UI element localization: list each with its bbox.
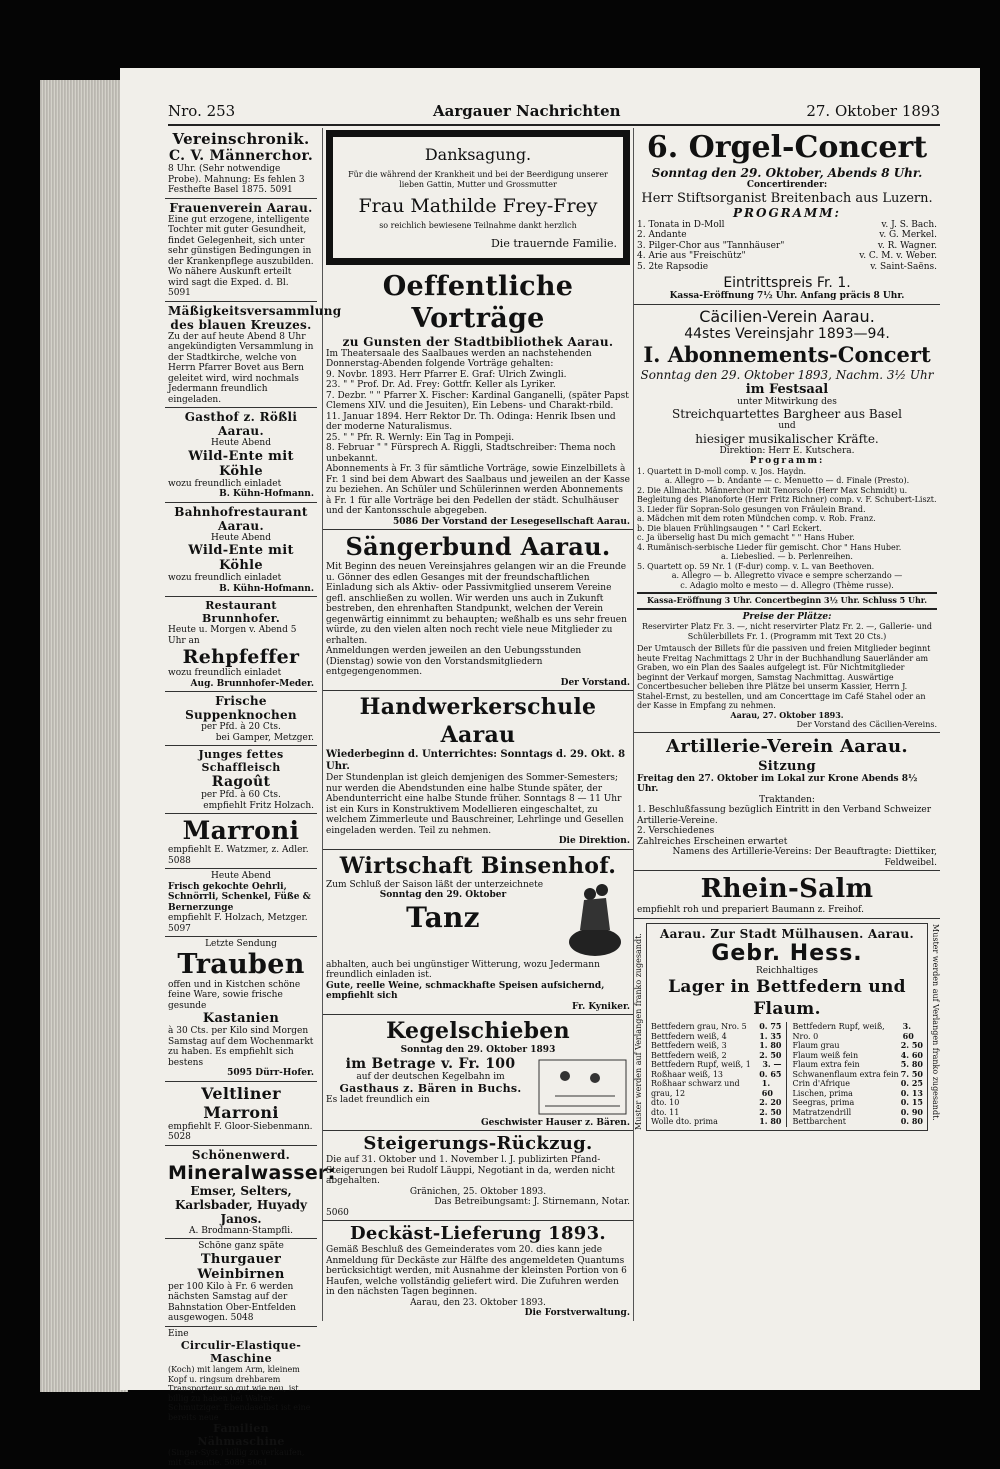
ad-caecilien-verein xyxy=(634,305,940,733)
ad-signature: Die Direktion. xyxy=(326,836,630,847)
ad-orgel-concert xyxy=(634,128,940,305)
ad-veltliner xyxy=(165,1082,317,1146)
ad-headline: Rhein-Salm xyxy=(637,873,937,905)
ad-headline: Rehpfeffer xyxy=(168,646,314,668)
ad-title: Cäcilien-Verein Aarau. xyxy=(637,307,937,326)
price-row: Bettfedern Rupf, weiß, Nro. 0 3. 60 xyxy=(793,1022,924,1041)
price-row: Wolle dto. prima 1. 80 xyxy=(651,1117,782,1127)
left-column xyxy=(165,128,317,1469)
ad-artillerie-verein xyxy=(634,733,940,872)
ad-performer: Herr Stiftsorganist Breitenbach aus Luzern. xyxy=(637,191,937,206)
ad-title: Frische Suppenknochen xyxy=(168,694,314,722)
ad-signature: B. Kühn-Hofmann. xyxy=(168,584,314,595)
lecture-item: 11. Januar 1894. Herr Rektor Dr. Th. Odinga: Henrik Ibsen und der moderne Naturalismus. xyxy=(326,412,630,433)
ad-price: Eintrittspreis Fr. 1. xyxy=(637,275,937,291)
ad-headline: Kegelschieben xyxy=(326,1017,630,1045)
ad-headline: Artillerie-Verein Aarau. xyxy=(637,735,937,759)
ad-subtitle: Heute Abend xyxy=(168,871,314,882)
price-row: dto. 10 2. 20 xyxy=(651,1098,782,1108)
ad-signature: Namens des Artillerie-Vereins: Der Beauftragte: Diettiker, Feldweibel. xyxy=(637,847,937,868)
ad-subtitle: 44stes Vereinsjahr 1893—94. xyxy=(637,326,937,342)
price-row: Roßhaar schwarz und grau, 12 1. 60 xyxy=(651,1079,782,1098)
program-item: 4. Arie aus "Freischütz" v. C. M. v. Weber. xyxy=(637,251,937,262)
ad-headline: Steigerungs-Rückzug. xyxy=(326,1133,630,1155)
price-row: Matratzendrill 0. 90 xyxy=(793,1108,924,1118)
ad-dateline: Aarau, 27. Oktober 1893. xyxy=(637,711,937,721)
ad-signature: Der Vorstand des Cäcilien-Vereins. xyxy=(637,720,937,730)
ad-headline: Handwerkerschule Aarau xyxy=(326,693,630,749)
ad-signature: Das Betreibungsamt: J. Stirnemann, Notar. xyxy=(326,1197,630,1208)
ad-text-3: Der Umtausch der Billets für die passiven und freien Mitglieder beginnt heute Freitag Nachmittags 2 Uhr in der Buchhandlung Sauerländer am Graben, wo ein Plan des Saales aufgelegt ist. Für Nichtmitglieder beginnt der Verkauf morgen, Samstag Nachmittag. Auswärtige Concertbesucher belieben ihre Plätze bei unserm Kassier, Herrn J. Stahel-Ernst, zu bestellen, und am Concerttage im Café Stahel oder an der Kasse in Empfang zu nehmen. xyxy=(637,644,937,711)
price-row: Bettfedern grau, Nro. 5 0. 75 xyxy=(651,1022,782,1032)
ad-text-2: abhalten, auch bei ungünstiger Witterung, wozu Jedermann freundlich einladen ist. xyxy=(326,960,630,981)
price-row: Bettfedern weiß, 4 1. 35 xyxy=(651,1032,782,1042)
ad-signature: 5095 Dürr-Hofer. xyxy=(168,1068,314,1079)
ad-maschine xyxy=(165,1327,317,1469)
ad-place: im Festsaal xyxy=(637,382,937,397)
right-column xyxy=(634,128,940,1131)
price-list-left xyxy=(651,1022,787,1127)
ad-signature: Die trauernde Familie. xyxy=(339,237,617,250)
ad-text-2: so reichlich bewiesene Teilnahme dankt herzlich xyxy=(339,221,617,231)
ad-deckaest xyxy=(323,1221,633,1321)
ad-text: per 100 Kilo à Fr. 6 werden nächsten Samstag auf der Bahnstation Ober-Entfelden ausgewogen. 5048 xyxy=(168,1282,314,1324)
price-row: Flaum grau 2. 50 xyxy=(793,1041,924,1051)
ad-vereinschronik xyxy=(165,128,317,199)
ad-subtitle: Heute Abend xyxy=(168,438,314,449)
ad-signature: empfiehlt E. Watzmer, z. Adler. 5088 xyxy=(168,845,314,866)
lecture-item: 7. Dezbr. " " Pfarrer X. Fischer: Kardinal Ganganelli, (später Papst Clemens XIV. und die Jesuiten), Ein Lebens- und Charakt-rbild. xyxy=(326,391,630,412)
price-row: Bettfedern weiß, 3 1. 80 xyxy=(651,1041,782,1051)
ad-text: wozu freundlich einladet xyxy=(168,668,314,679)
ad-headline: Gebr. Hess. xyxy=(651,941,923,966)
ad-title: Frauenverein Aarau. xyxy=(168,201,314,215)
ad-text: Emser, Selters, Karlsbader, Huyady Janos. xyxy=(168,1184,314,1226)
ad-text: Im Theatersaale des Saalbaues werden an nachstehenden Donnerstag-Abenden folgende Vorträge gehalten: xyxy=(326,349,630,370)
lecture-item: 23. " " Prof. Dr. Ad. Frey: Gottfr. Keller als Lyriker. xyxy=(326,380,630,391)
program-item: a. Allegro — b. Andante — c. Menuetto — d. Finale (Presto). xyxy=(637,476,937,486)
ad-headline: Mineralwasser: xyxy=(168,1162,314,1184)
ad-date: Sonntag den 29. Oktober, Abends 8 Uhr. xyxy=(637,166,937,180)
ad-subtitle: Eine xyxy=(168,1329,314,1340)
ad-brunnhofer xyxy=(165,597,317,692)
vertical-note-left: Muster werden auf Verlangen franko zugesandt. xyxy=(634,924,643,1130)
ad-subtitle: Letzte Sendung xyxy=(168,939,314,950)
ad-signature: Der Vorstand. xyxy=(326,678,630,689)
page-stack-edges xyxy=(40,80,128,1392)
ad-program-label: Programm: xyxy=(637,456,937,467)
ad-signature: Fr. Kyniker. xyxy=(326,1002,630,1013)
agenda-item: Zahlreiches Erscheinen erwartet xyxy=(637,837,937,848)
ad-signature: 5086 Der Vorstand der Lesegesellschaft Aarau. xyxy=(326,517,630,528)
ad-weinbirnen xyxy=(165,1239,317,1327)
ad-headline: Marroni xyxy=(168,816,314,845)
program-item: 3. Lieder für Sopran-Solo gesungen von Fräulein Brand. xyxy=(637,505,937,515)
ad-signature: B. Kühn-Hofmann. xyxy=(168,489,314,500)
ad-text: Mit Beginn des neuen Vereinsjahres gelangen wir an die Freunde u. Gönner des edlen Gesanges mit der freundschaftlichen Einladung sich als Aktiv- oder Passivmitglied unserem Vereine gefl. anschließen zu wollen. Wir werden uns auch in Zukunft bestreben, den ehrenhaften Standpunkt, welchen der Verein gegenwärtig einnimmt zu behaupten; weßhalb es uns sehr freuen würde, zu den vielen alten noch recht viele neue Mitglieder zu erhalten. xyxy=(326,562,630,646)
ad-program-label: PROGRAMM: xyxy=(637,206,937,220)
ad-price: per Pfd. à 60 Cts. xyxy=(168,790,314,801)
program-item: 5. Quartett op. 59 Nr. 1 (F-dur) comp. v. L. van Beethoven. xyxy=(637,562,937,572)
ad-text: unter Mitwirkung des xyxy=(637,397,937,408)
ad-signature: A. Brodmann-Stampfli. xyxy=(168,1226,314,1237)
price-row: Flaum extra fein 5. 80 xyxy=(793,1060,924,1070)
ad-maessigkeit xyxy=(165,302,317,409)
ad-headline-2: Kastanien xyxy=(168,1011,314,1026)
ad-text-2: à 30 Cts. per Kilo sind Morgen Samstag auf dem Wochenmarkt zu haben. Es empfiehlt sich bestens xyxy=(168,1026,314,1068)
ad-place: Gasthaus z. Bären in Buchs. xyxy=(326,1082,535,1095)
ad-headline: Sängerbund Aarau. xyxy=(326,532,630,562)
ad-big-word: Tanz xyxy=(326,901,560,935)
program-item: a. Liebeslied. — b. Perlenreihen. xyxy=(637,552,937,562)
dancing-couple-illustration xyxy=(560,880,630,960)
lecture-item: 25. " " Pfr. R. Wernly: Ein Tag in Pompeji. xyxy=(326,433,630,444)
lecture-item: 9. Novbr. 1893. Herr Pfarrer E. Graf: Ulrich Zwingli. xyxy=(326,370,630,381)
ad-title: Mäßigkeitsversammlung des blauen Kreuzes. xyxy=(168,304,314,332)
price-row: Schwanenflaum extra fein 7. 50 xyxy=(793,1070,924,1080)
ad-danksagung xyxy=(326,130,630,265)
ad-label: Concertirender: xyxy=(637,180,937,191)
agenda-item: 2. Verschiedenes xyxy=(637,826,937,837)
ad-headline-2: im Betrage v. Fr. 100 xyxy=(326,1056,535,1072)
ad-name: Frau Mathilde Frey-Frey xyxy=(339,195,617,217)
ad-suppenknochen xyxy=(165,692,317,746)
ad-title: Danksagung. xyxy=(339,145,617,164)
program-item: a. Allegro — b. Allegretto vivace e sempre scherzando — xyxy=(637,571,937,581)
ad-subtitle: zu Gunsten der Stadtbibliothek Aarau. xyxy=(326,335,630,349)
ad-ensemble-2: hiesiger musikalischer Kräfte. xyxy=(637,432,937,446)
program-item: 1. Tonata in D-Moll v. J. S. Bach. xyxy=(637,220,937,231)
issue-number: Nro. 253 xyxy=(168,102,235,120)
ad-text: Für die während der Krankheit und bei der Beerdigung unserer lieben Gattin, Mutter und Grossmutter xyxy=(339,170,617,189)
ad-headline: Ragoût xyxy=(168,774,314,790)
ad-date: Gränichen, 25. Oktober 1893. xyxy=(326,1187,630,1198)
ad-binsenhof xyxy=(323,850,633,1016)
ad-text: offen und in Kistchen schöne feine Ware, sowie frische gesunde xyxy=(168,980,314,1012)
ad-holzach xyxy=(165,869,317,937)
ad-signature: bei Gamper, Metzger. xyxy=(168,733,314,744)
ad-text: auf der deutschen Kegelbahn im xyxy=(326,1072,535,1083)
ad-text: Die auf 31. Oktober und 1. November l. J. publizirten Pfand-Steigerungen bei Rudolf Läuppi, Negotiant in da, werden nicht abgehalten. xyxy=(326,1155,630,1187)
ad-headline: Trauben xyxy=(168,950,314,980)
ad-frauenverein xyxy=(165,199,317,302)
ad-headline: Deckäst-Lieferung 1893. xyxy=(326,1223,630,1245)
ad-headline-2: Familien Nähmaschine xyxy=(168,1422,314,1448)
ad-signature: Geschwister Hauser z. Bären. xyxy=(326,1118,630,1129)
ad-text: wozu freundlich einladet xyxy=(168,479,314,490)
ad-kegelschieben xyxy=(323,1015,633,1131)
ad-subtitle: Sitzung xyxy=(637,759,937,774)
ad-headline-2: Lager in Bettfedern und Flaum. xyxy=(651,976,923,1020)
ad-rhein-salm xyxy=(634,871,940,919)
ad-title: Schönenwerd. xyxy=(168,1148,314,1162)
ad-text-2: Abonnements à Fr. 3 für sämtliche Vorträge, sowie Einzelbillets à Fr. 1 sind bei dem Abwart des Saalbaus und jeweilen an der Kasse zu beziehen. An Schüler und Schülerinnen werden Abonnements à Fr. 1 für alle Vorträge bei den Pedellen der städt. Schulhäuser und der Kantonsschule abgegeben. xyxy=(326,464,630,517)
ad-mineralwasser xyxy=(165,1146,317,1240)
ad-text: Zum Schluß der Saison läßt der unterzeichnete xyxy=(326,880,560,891)
ad-headline: Thurgauer Weinbirnen xyxy=(168,1252,314,1282)
ad-schaffleisch xyxy=(165,746,317,814)
ad-title: Aarau. Zur Stadt Mülhausen. Aarau. xyxy=(651,927,923,941)
ad-ensemble: Streichquartettes Bargheer aus Basel xyxy=(637,407,937,421)
ad-title: Junges fettes Schaffleisch xyxy=(168,748,314,774)
ad-title: Gasthof z. Rößli Aarau. xyxy=(168,410,314,438)
ad-vortraege xyxy=(323,269,633,531)
program-item: 2. Andante v. G. Merkel. xyxy=(637,230,937,241)
ad-headline: I. Abonnements-Concert xyxy=(637,342,937,368)
ad-subtitle: Heute u. Morgen v. Abend 5 Uhr an xyxy=(168,625,314,646)
ad-price: per Pfd. à 20 Cts. xyxy=(168,722,314,733)
ad-text: (Koch) mit langem Arm, kleinem Kopf u. ringsum drehbarem Transporteur so gut wie neu, ist billig zu haben bei Walter-Schmutziger. Ebendaselbst ist eine bereits neue xyxy=(168,1365,314,1422)
price-row: Crin d'Afrique 0. 25 xyxy=(793,1079,924,1089)
middle-column xyxy=(322,128,634,1321)
ad-steigerung xyxy=(323,1131,633,1221)
ad-text-2: Anmeldungen werden jeweilen an den Uebungsstunden (Dienstag) sowie von den Vorstandsmitgliedern entgegengenommen. xyxy=(326,646,630,678)
ad-headline: Circulir-Elastique-Maschine xyxy=(168,1339,314,1365)
newspaper-title: Aargauer Nachrichten xyxy=(433,102,621,120)
ad-subtitle: Schöne ganz späte xyxy=(168,1241,314,1252)
ad-text-2: Es ladet freundlich ein xyxy=(326,1095,535,1106)
price-row: Flaum weiß fein 4. 60 xyxy=(793,1051,924,1061)
ad-label: Traktanden: xyxy=(637,795,937,806)
ad-signature: empfiehlt roh und prepariert Baumann z. Freihof. xyxy=(637,905,937,916)
ad-text: 8 Uhr. (Sehr notwendige Probe). Mahnung: Es fehlen 3 Festhefte Basel 1875. 5091 xyxy=(168,164,314,196)
ad-signature: empfiehlt Fritz Holzach. xyxy=(168,801,314,812)
ad-subtitle: C. V. Männerchor. xyxy=(168,148,314,164)
ad-signature: empfiehlt F. Gloor-Siebenmann. 5028 xyxy=(168,1122,314,1143)
program-item: 4. Rumänisch-serbische Lieder für gemischt. Chor " Hans Huber. xyxy=(637,543,937,553)
ad-director: Direktion: Herr E. Kutschera. xyxy=(637,446,937,457)
ad-subtitle: Wiederbeginn d. Unterrichtes: Sonntags d. 29. Okt. 8 Uhr. xyxy=(326,749,630,773)
ad-title: Vereinschronik. xyxy=(168,130,314,148)
ad-date: Sonntag den 29. Oktober xyxy=(326,890,560,901)
price-row: Bettfedern weiß, 2 2. 50 xyxy=(651,1051,782,1061)
ad-headline: Wild-Ente mit Köhle xyxy=(168,449,314,479)
program-item: a. Mädchen mit dem roten Mündchen comp. v. Rob. Franz. xyxy=(637,514,937,524)
ad-date: Freitag den 27. Oktober im Lokal zur Krone Abends 8½ Uhr. xyxy=(637,774,937,795)
newspaper-page xyxy=(120,68,980,1390)
program-item: 2. Die Allmacht. Männerchor mit Tenorsolo (Herr Max Schmidt) u. Begleitung des Pianoforte (Herr Fritz Richner) comp. v. F. Schubert-Liszt. xyxy=(637,486,937,505)
ad-trauben xyxy=(165,937,317,1082)
ad-title: Restaurant Brunnhofer. xyxy=(168,599,314,625)
ad-text: Eine gut erzogene, intelligente Tochter mit guter Gesundheit, findet Gelegenheit, sich unter sehr günstigen Bedingungen in der Krankenpflege auszubilden. xyxy=(168,215,314,268)
ad-text: Der Stundenplan ist gleich demjenigen des Sommer-Semesters; nur werden die Abendstunden eine halbe Stunde später, der Abendunterricht eine halbe Stunde früher. Sonntags 8 — 11 Uhr ist ein Kurs in Konstruktivem Modellieren eingeschaltet, zu welchem Zimmerleute und Bauschreiner, Lehrlinge und Gesellen eingeladen werden. Teil zu nehmen. xyxy=(326,773,630,836)
ad-signature: Aug. Brunnhofer-Meder. xyxy=(168,679,314,690)
ad-kasse: Kassa-Eröffnung 3 Uhr. Concertbeginn 3½ Uhr. Schluss 5 Uhr. xyxy=(637,596,937,606)
price-row: Lischen, prima 0. 13 xyxy=(793,1089,924,1099)
price-row: Seegras, prima 0. 15 xyxy=(793,1098,924,1108)
ad-signature: Die Forstverwaltung. xyxy=(326,1308,630,1319)
ad-headline: Wild-Ente mit Köhle xyxy=(168,543,314,573)
ad-text: Frisch gekochte Oehrli, Schnörrli, Schenkel, Füße & Bernerzunge xyxy=(168,882,314,914)
ad-handwerkerschule xyxy=(323,691,633,850)
ad-headline: Wirtschaft Binsenhof. xyxy=(326,852,630,880)
ad-date: Sonntag den 29. Oktober 1893 xyxy=(326,1045,630,1056)
price-row: Roßhaar weiß, 13 0. 65 xyxy=(651,1070,782,1080)
ad-footer: Wo nähere Auskunft erteilt wird sagt die Exped. d. Bl. 5091 xyxy=(168,267,314,299)
ad-date: Sonntag den 29. Oktober 1893, Nachm. 3½ Uhr xyxy=(637,368,937,382)
bowling-alley-illustration xyxy=(535,1056,630,1118)
ad-bahnhofrestaurant xyxy=(165,503,317,598)
program-item: 1. Quartett in D-moll comp. v. Jos. Haydn. xyxy=(637,467,937,477)
ad-gebr-hess xyxy=(646,923,928,1131)
ad-roessli xyxy=(165,408,317,503)
ad-number: 5060 xyxy=(326,1208,630,1219)
price-row: dto. 11 2. 50 xyxy=(651,1108,782,1118)
issue-date: 27. Oktober 1893 xyxy=(806,102,940,120)
program-item: 3. Pilger-Chor aus "Tannhäuser" v. R. Wagner. xyxy=(637,241,937,252)
ad-text-3: Gute, reelle Weine, schmackhafte Speisen aufsichernd, empfiehlt sich xyxy=(326,981,630,1002)
ad-prices-label: Preise der Plätze: xyxy=(637,612,937,623)
price-row: Bettfedern Rupf, weiß, 1 3. — xyxy=(651,1060,782,1070)
ad-subtitle: Heute Abend xyxy=(168,533,314,544)
program-item: b. Die blauen Frühlingsaugen " " Carl Eckert. xyxy=(637,524,937,534)
vertical-note-right: Muster werden auf Verlangen franko zugesandt. xyxy=(931,924,940,1130)
program-item: c. Adagio molto e mesto — d. Allegro (Thème russe). xyxy=(637,581,937,591)
ad-headline: Oeffentliche Vorträge xyxy=(326,271,630,335)
lecture-item: 8. Februar " " Fürsprech A. Riggli, Stadtschreiber: Thema noch unbekannt. xyxy=(326,443,630,464)
ad-signature: empfiehlt F. Holzach, Metzger. 5097 xyxy=(168,913,314,934)
price-row: Bettbarchent 0. 80 xyxy=(793,1117,924,1127)
ad-marroni xyxy=(165,814,317,869)
page-header xyxy=(168,102,940,126)
ad-title: Bahnhofrestaurant Aarau. xyxy=(168,505,314,533)
ad-saengerbund xyxy=(323,530,633,691)
ad-subtitle: Reichhaltiges xyxy=(651,966,923,977)
ad-footer: (Singer-Syst.) billig zu verkaufen, mit Garantie. 5089 5061 xyxy=(168,1448,314,1467)
ad-headline: Veltliner Marroni xyxy=(168,1084,314,1122)
ad-text: wozu freundlich einladet xyxy=(168,573,314,584)
agenda-item: 1. Beschlußfassung bezüglich Eintritt in den Verband Schweizer Artillerie-Vereine. xyxy=(637,805,937,826)
ad-text: Zu der auf heute Abend 8 Uhr angekündigten Versammlung in der Stadtkirche, welche von Herrn Pfarrer Bovet aus Bern geleitet wird, wird nochmals Jedermann freundlich eingeladen. xyxy=(168,332,314,406)
ad-date: Aarau, den 23. Oktober 1893. xyxy=(326,1298,630,1309)
ad-headline: 6. Orgel-Concert xyxy=(637,130,937,166)
price-list-right xyxy=(793,1022,924,1127)
ad-text-2: und xyxy=(637,421,937,432)
program-item: 5. 2te Rapsodie v. Saint-Saëns. xyxy=(637,262,937,273)
ad-text: Gemäß Beschluß des Gemeinderates vom 20. dies kann jede Anmeldung für Deckäste zur Hälfte des angemeldeten Quantums berücksichtigt werden, mit Ausnahme der kleinsten Portion von 6 Haufen, welche vollständig geliefert wird. Die Zufuhren werden in den nächsten Tagen beginnen. xyxy=(326,1245,630,1298)
ad-prices: Reservirter Platz Fr. 3. —, nicht reservirter Platz Fr. 2. —, Gallerie- und Schülerbillets Fr. 1. (Programm mit Text 20 Cts.) xyxy=(637,622,937,641)
ad-kasse: Kassa-Eröffnung 7½ Uhr. Anfang präcis 8 Uhr. xyxy=(637,291,937,302)
program-item: c. Ja überselig hast Du mich gemacht " " Hans Huber. xyxy=(637,533,937,543)
